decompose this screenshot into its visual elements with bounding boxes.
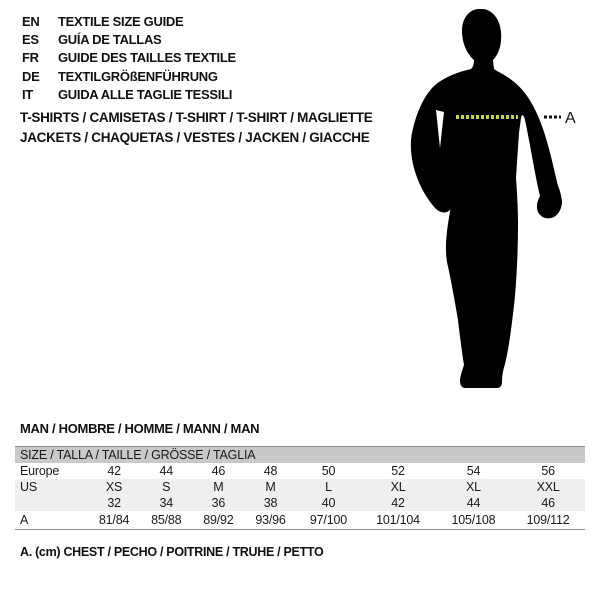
cell: 54 <box>466 464 481 478</box>
man-silhouette <box>390 0 600 420</box>
table-row-chest-cm <box>15 511 585 530</box>
cell: 48 <box>263 464 278 478</box>
language-row <box>22 85 236 103</box>
cell: S <box>140 479 192 495</box>
cell: 40 <box>297 495 361 511</box>
language-list <box>22 12 236 103</box>
cell: 93/96 <box>244 511 296 530</box>
cell: 38 <box>244 495 296 511</box>
table-row-us-numeric <box>15 495 585 511</box>
language-row <box>22 30 236 48</box>
cell: 46 <box>211 464 226 478</box>
man-silhouette-path <box>411 9 562 388</box>
cell: 109/112 <box>511 511 585 530</box>
cell: 44 <box>159 464 173 478</box>
language-row <box>22 49 236 67</box>
cell: 101/104 <box>360 511 435 530</box>
cell: 44 <box>436 495 511 511</box>
row-label <box>15 495 88 511</box>
cell: M <box>192 479 244 495</box>
cell: 85/88 <box>140 511 192 530</box>
cell: XL <box>436 479 511 495</box>
language-label: TEXTILE SIZE GUIDE <box>58 13 184 29</box>
row-label: Europe <box>20 464 60 478</box>
language-code: IT <box>22 86 33 102</box>
size-table <box>15 446 585 530</box>
cell: L <box>297 479 361 495</box>
language-code: DE <box>22 68 40 84</box>
cell: 105/108 <box>436 511 511 530</box>
language-label: GUIDE DES TAILLES TEXTILE <box>58 50 236 66</box>
cell: 42 <box>360 495 435 511</box>
cell: 36 <box>192 495 244 511</box>
cell: 34 <box>140 495 192 511</box>
size-table-header-row <box>15 447 585 464</box>
language-code: EN <box>22 13 40 29</box>
category-lines <box>20 108 372 147</box>
size-table-header: SIZE / TALLA / TAILLE / GRÖSSE / TAGLIA <box>15 447 585 464</box>
cell: 46 <box>511 495 585 511</box>
cell: 50 <box>321 464 336 478</box>
cell: XS <box>88 479 140 495</box>
language-label: TEXTILGRÖßENFÜHRUNG <box>58 68 218 84</box>
table-row-europe <box>15 463 585 479</box>
cell: 42 <box>107 464 121 478</box>
cell: 52 <box>391 464 405 478</box>
category-line-jackets: JACKETS / CHAQUETAS / VESTES / JACKEN / GIACCHE <box>20 129 370 145</box>
language-row <box>22 12 236 30</box>
category-line-tshirts: T-SHIRTS / CAMISETAS / T-SHIRT / T-SHIRT / MAGLIETTE <box>20 110 373 125</box>
cell: 56 <box>541 464 555 478</box>
cell: 81/84 <box>88 511 140 530</box>
section-title-man: MAN / HOMBRE / HOMME / MANN / MAN <box>20 421 260 436</box>
cell: 32 <box>88 495 140 511</box>
measurement-footnote: A. (cm) CHEST / PECHO / POITRINE / TRUHE / PETTO <box>20 545 324 559</box>
language-label: GUIDA ALLE TAGLIE TESSILI <box>58 86 233 102</box>
row-label: A <box>15 511 88 530</box>
cell: XXL <box>511 479 585 495</box>
cell: 89/92 <box>192 511 244 530</box>
cell: M <box>244 479 296 495</box>
table-row-us <box>15 479 585 495</box>
cell: XL <box>360 479 435 495</box>
language-code: FR <box>22 50 39 66</box>
language-row <box>22 67 236 85</box>
cell: 97/100 <box>297 511 361 530</box>
row-label: US <box>15 479 88 495</box>
language-label: GUÍA DE TALLAS <box>58 31 162 47</box>
language-code: ES <box>22 31 39 47</box>
measurement-label: A <box>565 110 576 127</box>
